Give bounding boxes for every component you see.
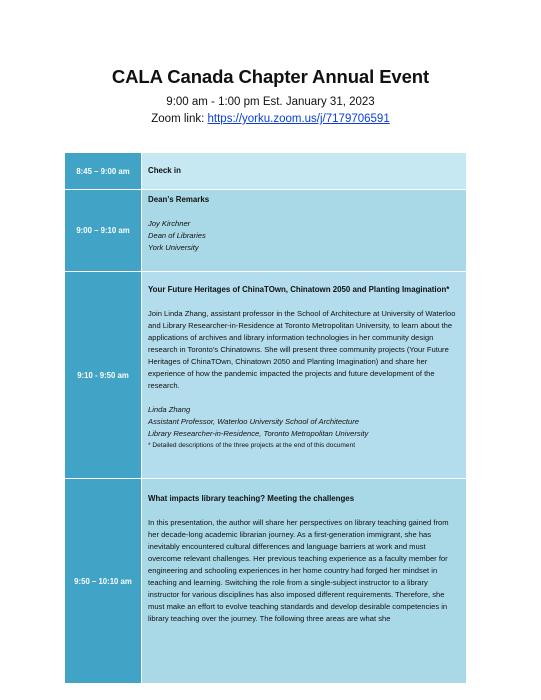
session-time: 9:50 – 10:10 am: [65, 479, 142, 684]
page-title: CALA Canada Chapter Annual Event: [111, 66, 430, 87]
table-row: [65, 272, 467, 479]
session-content: [142, 153, 467, 190]
table-row: [65, 190, 467, 272]
session-heading: What impacts library teaching? Meeting the challenges: [148, 494, 355, 503]
speaker-org: Library Researcher-in-Residence, Toronto Metropolitan University: [148, 429, 369, 438]
zoom-link[interactable]: https://yorku.zoom.us/j/7179706591: [207, 113, 390, 125]
event-time: 9:00 am - 1:00 pm Est. January 31, 2023: [166, 96, 375, 108]
session-content: [142, 272, 467, 479]
session-time: 8:45 – 9:00 am: [65, 153, 142, 190]
table-row: [65, 479, 467, 684]
table-row: [65, 153, 467, 190]
speaker-role: Assistant Professor, Waterloo University School of Architecture: [148, 417, 360, 426]
footnote: * Detailed descriptions of the three projects at the end of this document: [148, 442, 356, 449]
session-heading: Dean’s Remarks: [148, 195, 210, 204]
session-description: In this presentation, the author will share her perspectives on library teaching gained from her decade-long academic librarian journey. As a first-generation immigrant, she has inevitably encountered cultural differences and language barriers at work and must overcome relevant challenges. Her previous teaching experience as a faculty member for engineering and schooling experiences in her home country had forged her mindset in teaching and learning. Switching the role from a single-subject instructor to a library instructor for various disciplines has also imposed different requirements. Therefore, she must make an effort to evolve teaching standards and develop desirable competencies in library teaching over the journey. The following three areas are what she: [148, 518, 449, 623]
session-content: [142, 479, 467, 684]
zoom-label: Zoom link:: [151, 113, 205, 125]
speaker-role: Dean of Libraries: [148, 231, 206, 240]
session-heading: Check in: [148, 166, 181, 175]
zoom-line: [0, 113, 541, 125]
session-content: [142, 190, 467, 272]
session-time: 9:00 – 9:10 am: [65, 190, 142, 272]
session-time: 9:10 - 9:50 am: [65, 272, 142, 479]
speaker-name: Linda Zhang: [148, 405, 191, 414]
session-description: Join Linda Zhang, assistant professor in the School of Architecture at University of Waterloo and Library Researcher-in-Residence at Toronto Metropolitan University, to learn about the applications of archives and library information technologies in her community design research in Toronto’s Chinatowns. She will present three community projects (Your Future Heritages of ChinaTOwn, Chinatown 2050 and Planting Imagination) and share her experience of how the pandemic impacted the projects and future development of the research.: [148, 309, 456, 390]
speaker-org: York University: [148, 243, 199, 252]
speaker-name: Joy Kirchner: [148, 219, 191, 228]
session-heading: Your Future Heritages of ChinaTOwn, Chinatown 2050 and Planting Imagination*: [148, 285, 450, 294]
schedule-table: [64, 152, 467, 684]
